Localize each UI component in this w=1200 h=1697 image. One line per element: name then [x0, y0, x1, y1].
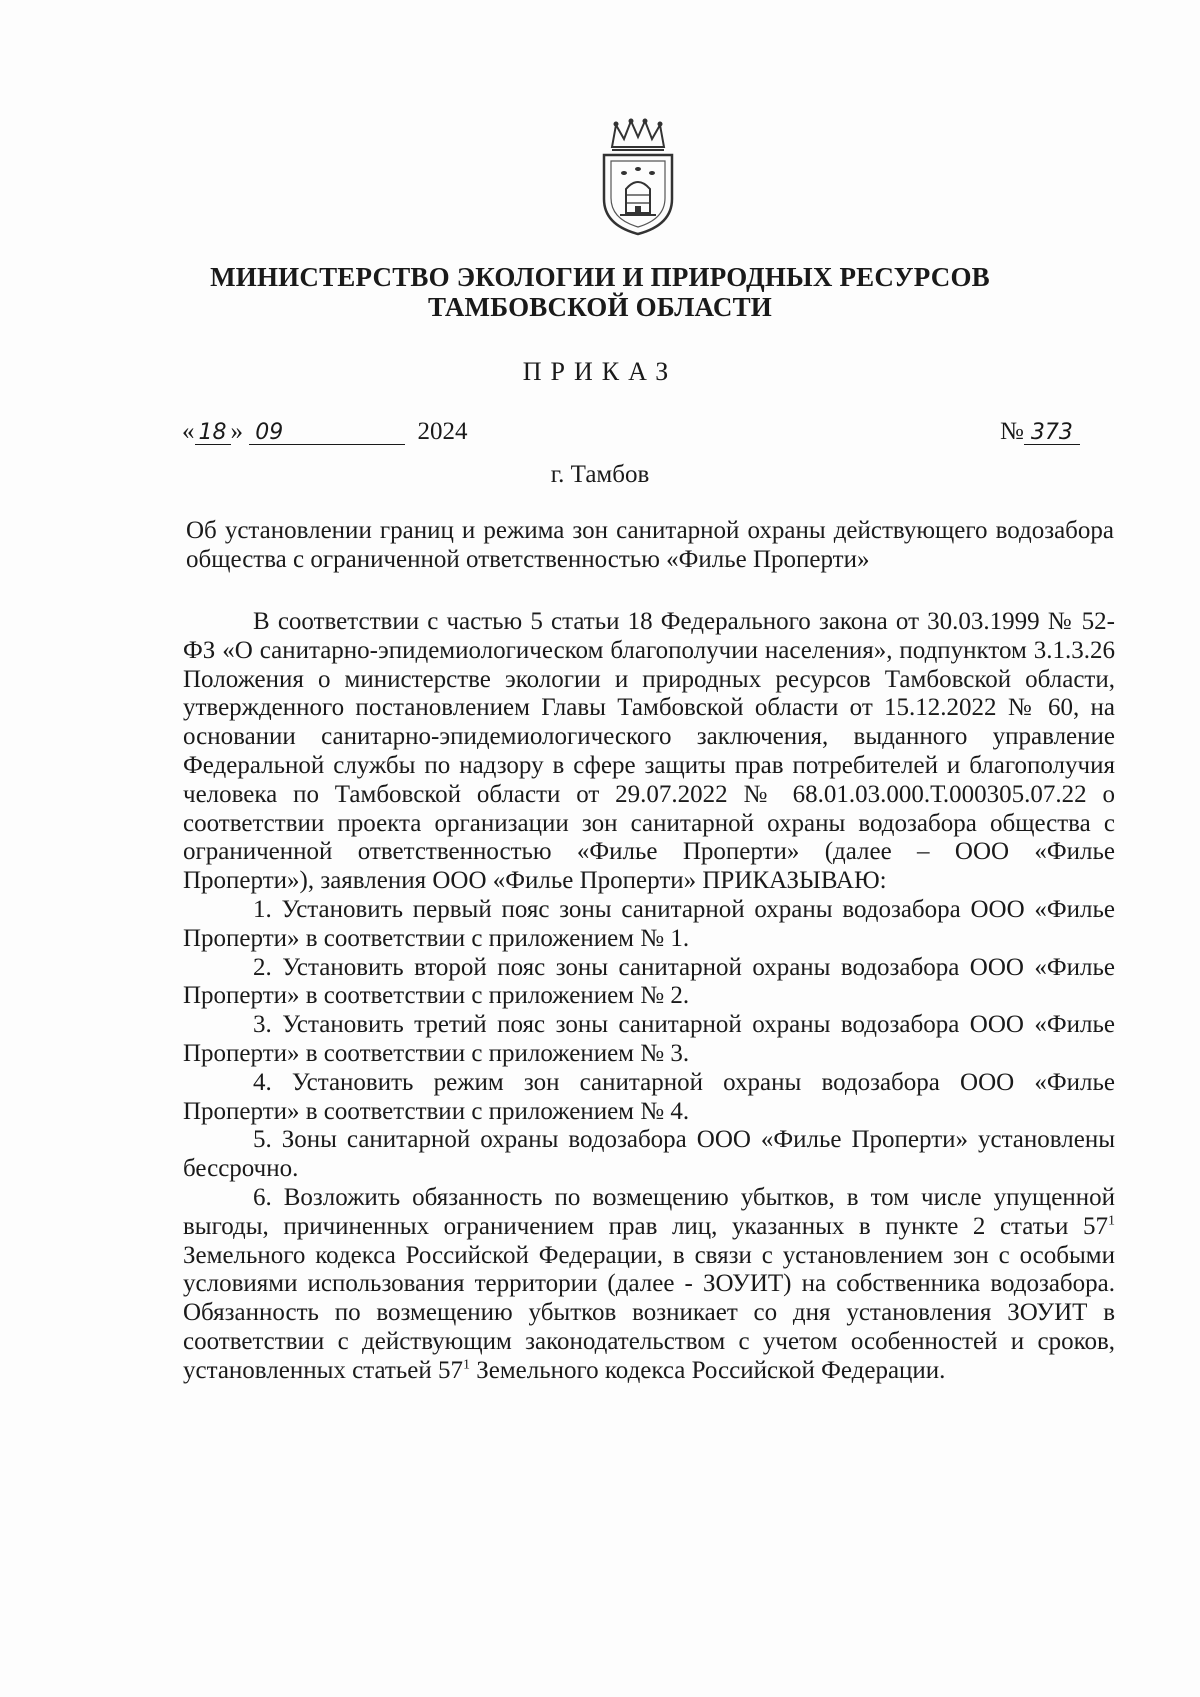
superscript-1: 1 [1108, 1213, 1115, 1229]
order-item-6 [183, 1184, 1115, 1386]
number-prefix: № [1000, 418, 1024, 445]
order-item-5: 5. Зоны санитарной охраны водозабора ООО «Филье Проперти» установлены бессрочно. [183, 1126, 1115, 1183]
date-month: 09 [249, 422, 405, 445]
ministry-title [0, 262, 1200, 322]
order-item-3: 3. Установить третий пояс зоны санитарной охраны водозабора ООО «Филье Проперти» в соответствии с приложением № 3. [183, 1011, 1115, 1067]
order-item-4: 4. Установить режим зон санитарной охраны водозабора ООО «Филье Проперти» в соответствии с приложением № 4. [183, 1068, 1115, 1125]
order-item-6-part3: Земельного кодекса Российской Федерации. [469, 1356, 946, 1384]
order-item-1: 1. Установить первый пояс зоны санитарной охраны водозабора ООО «Филье Проперти» в соответствии с приложением № 1. [183, 895, 1115, 952]
document-subject: Об установлении границ и режима зон санитарной охраны действующего водозабора общества с ограниченной ответственностью «Филье Проперти» [186, 517, 1114, 573]
document-city: г. Тамбов [550, 461, 650, 488]
superscript-2: 1 [462, 1357, 470, 1373]
date-close-quote: » [230, 418, 243, 445]
preamble-paragraph: В соответствии с частью 5 статьи 18 Федерального закона от 30.03.1999 № 52-ФЗ «О санитарно-эпидемиологическом благополучии населения», подпунктом 3.1.3.26 Положения о министерстве экологии и природных ресурсов Тамбовской области, утвержденного постановлением Главы Тамбовской области от 15.12.2022 № 60, на основании санитарно-эпидемиологического заключения, выданного управление Федеральной службы по надзору в сфере защиты прав потребителей и благополучия человека по Тамбовской области от 29.07.2022 № 68.01.03.000.Т.000305.07.22 о соответствии проекта организации зон санитарной охраны водозабора общества с ограниченной ответственностью «Филье Проперти» (далее – ООО «Филье Проперти»), заявления ООО «Филье Проперти» ПРИКАЗЫВАЮ: [183, 608, 1115, 895]
number-value: 373 [1024, 422, 1080, 445]
ministry-title-line1: МИНИСТЕРСТВО ЭКОЛОГИИ И ПРИРОДНЫХ РЕСУРСОВ [210, 262, 990, 292]
document-date [182, 418, 468, 446]
document-number [1000, 418, 1080, 446]
date-day: 18 [195, 422, 231, 445]
document-body [183, 608, 1115, 1386]
order-item-6-part1: 6. Возложить обязанность по возмещению убытков, в том числе упущенной выгоды, причиненных ограничением прав лиц, указанных в пункте 2 статьи 57 [183, 1183, 1115, 1240]
document-type: ПРИКАЗ [522, 357, 678, 386]
date-open-quote: « [182, 418, 195, 445]
order-item-6-part2: Земельного кодекса Российской Федерации, в связи с установлением зон с особыми условиями использования территории (далее - ЗОУИТ) на собственника водозабора. Обязанность по возмещению убытков возникает со дня установления ЗОУИТ в соответствии с действующим законодательством с учетом особенностей и сроков, установленных статьей 57 [183, 1241, 1115, 1384]
tambov-coat-of-arms-icon [594, 117, 682, 237]
date-year: 2024 [417, 418, 468, 445]
order-item-2: 2. Установить второй пояс зоны санитарной охраны водозабора ООО «Филье Проперти» в соответствии с приложением № 2. [183, 953, 1115, 1010]
ministry-title-line2: ТАМБОВСКОЙ ОБЛАСТИ [427, 292, 773, 322]
